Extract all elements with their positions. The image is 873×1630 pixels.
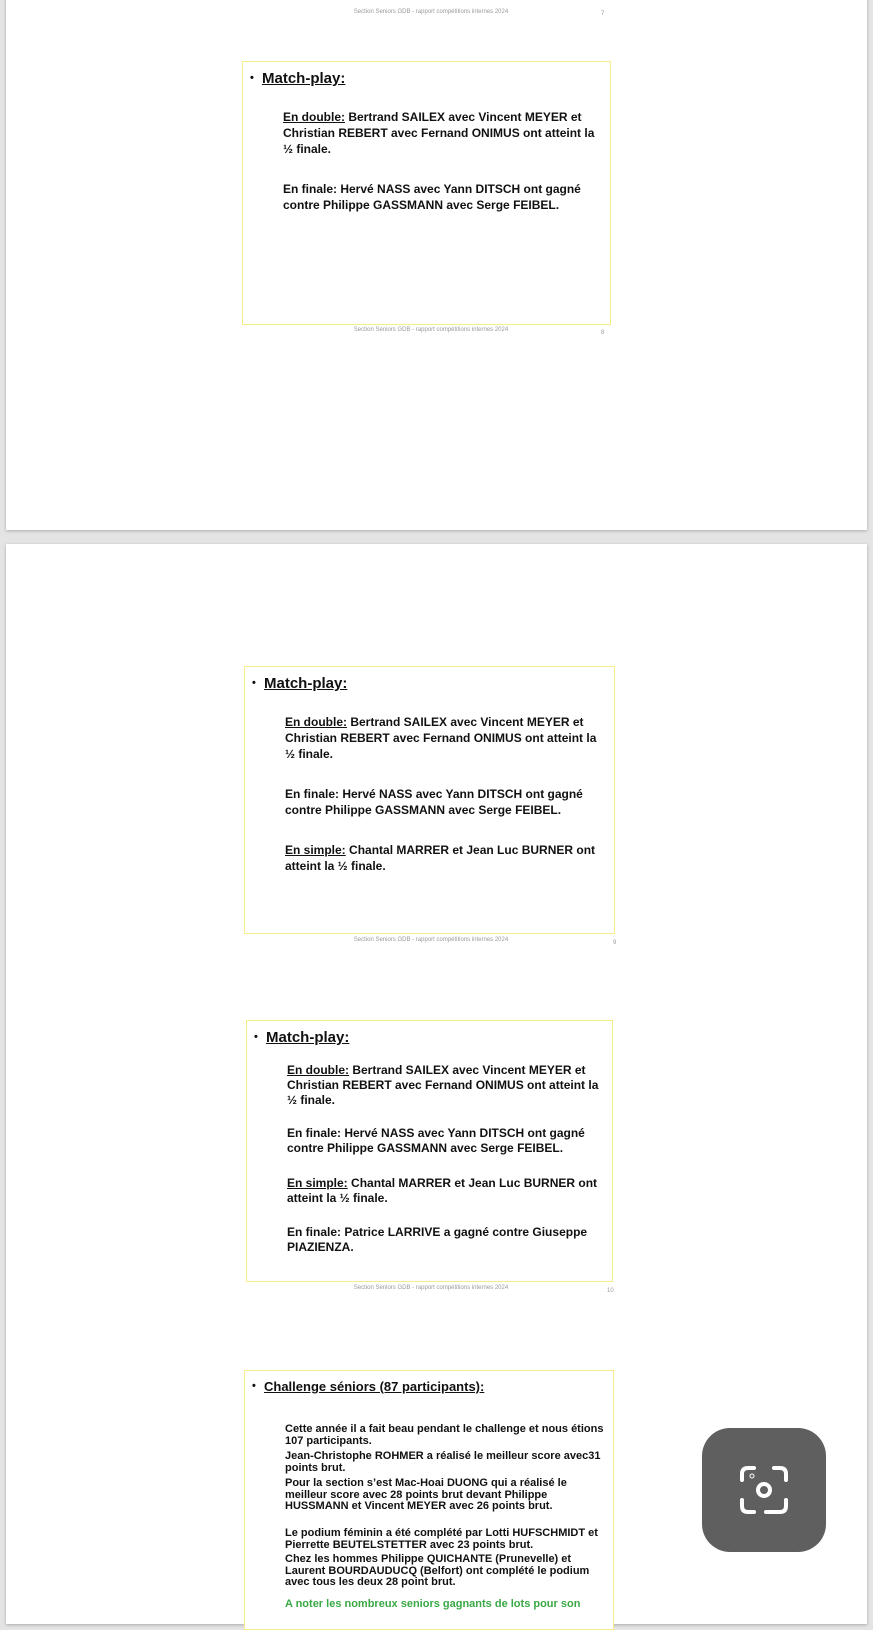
- paragraph-en-finale: En finale: Hervé NASS avec Yann DITSCH ont gagné contre Philippe GASSMANN avec Serge FEIBEL.: [285, 787, 583, 817]
- paragraph-en-simple: En simple: Chantal MARRER et Jean Luc BURNER ont atteint la ½ finale.: [285, 843, 596, 873]
- paragraph-challenge-1: Cette année il a fait beau pendant le challenge et nous étions 107 participants.: [285, 1423, 604, 1447]
- bullet-icon: •: [252, 677, 256, 689]
- slide-page-number: 10: [607, 1288, 614, 1294]
- paragraph-challenge-4: Le podium féminin a été complété par Lotti HUFSCHMIDT et Pierrette BEUTELSTETTER avec 23 points brut.: [285, 1527, 598, 1551]
- slide-title: • Match-play:: [252, 675, 348, 692]
- bullet-icon: •: [252, 1380, 256, 1392]
- paragraph-en-finale-simple: En finale: Patrice LARRIVE a gagné contre Giuseppe PIAZIENZA.: [287, 1225, 588, 1254]
- slide-footer: Section Seniors GDB - rapport compétitions internes 2024: [353, 9, 509, 15]
- paragraph-challenge-5: Chez les hommes Philippe QUICHANTE (Prunevelle) et Laurent BOURDAUDUCQ (Belfort) ont complété le podium avec tous les deux 28 point brut.: [285, 1553, 590, 1588]
- pdf-page-1: [6, 0, 867, 530]
- slide-title: • Match-play:: [254, 1029, 350, 1046]
- slide-challenge-seniors: [244, 1370, 614, 1630]
- paragraph-en-double: En double: Bertrand SAILEX avec Vincent MEYER et Christian REBERT avec Fernand ONIMUS ont atteint la ½ finale.: [285, 715, 597, 761]
- paragraph-challenge-3: Pour la section s’est Mac-Hoai DUONG qui a réalisé le meilleur score avec 28 points brut devant Philippe HUSSMANN et Vincent MEYER avec 26 points brut.: [285, 1477, 567, 1512]
- paragraph-en-double: En double: Bertrand SAILEX avec Vincent MEYER et Christian REBERT avec Fernand ONIMUS ont atteint la ½ finale.: [287, 1063, 599, 1107]
- slide-match-play-3: [246, 1020, 613, 1282]
- slide-title: • Challenge séniors (87 participants):: [252, 1379, 485, 1394]
- slide-match-play-2: [244, 666, 615, 934]
- slide-page-number: 9: [613, 940, 617, 946]
- slide-page-number: 8: [601, 330, 605, 336]
- bullet-icon: •: [254, 1031, 258, 1043]
- slide-page-number: 7: [601, 11, 605, 17]
- lens-scan-icon: [736, 1462, 792, 1518]
- paragraph-challenge-2: Jean-Christophe ROHMER a réalisé le meilleur score avec31 points brut.: [285, 1450, 601, 1474]
- paragraph-en-simple: En simple: Chantal MARRER et Jean Luc BURNER ont atteint la ½ finale.: [287, 1176, 598, 1205]
- paragraph-en-finale: En finale: Hervé NASS avec Yann DITSCH ont gagné contre Philippe GASSMANN avec Serge FEIBEL.: [283, 182, 581, 212]
- bullet-icon: •: [250, 72, 254, 84]
- paragraph-en-double: En double: Bertrand SAILEX avec Vincent MEYER et Christian REBERT avec Fernand ONIMUS ont atteint la ½ finale.: [283, 110, 595, 156]
- paragraph-en-finale: En finale: Hervé NASS avec Yann DITSCH ont gagné contre Philippe GASSMANN avec Serge FEIBEL.: [287, 1126, 585, 1155]
- slide-title: • Match-play:: [250, 70, 346, 87]
- slide-footer: Section Seniors GDB - rapport compétitions internes 2024: [353, 937, 509, 943]
- slide-match-play-1: [242, 61, 611, 325]
- slide-footer: Section Seniors GDB - rapport compétitions internes 2024: [353, 1285, 509, 1291]
- paragraph-challenge-6: A noter les nombreux seniors gagnants de lots pour son: [285, 1598, 581, 1610]
- slide-footer: Section Seniors GDB - rapport compétitions internes 2024: [353, 327, 509, 333]
- lens-scan-button[interactable]: [702, 1428, 826, 1552]
